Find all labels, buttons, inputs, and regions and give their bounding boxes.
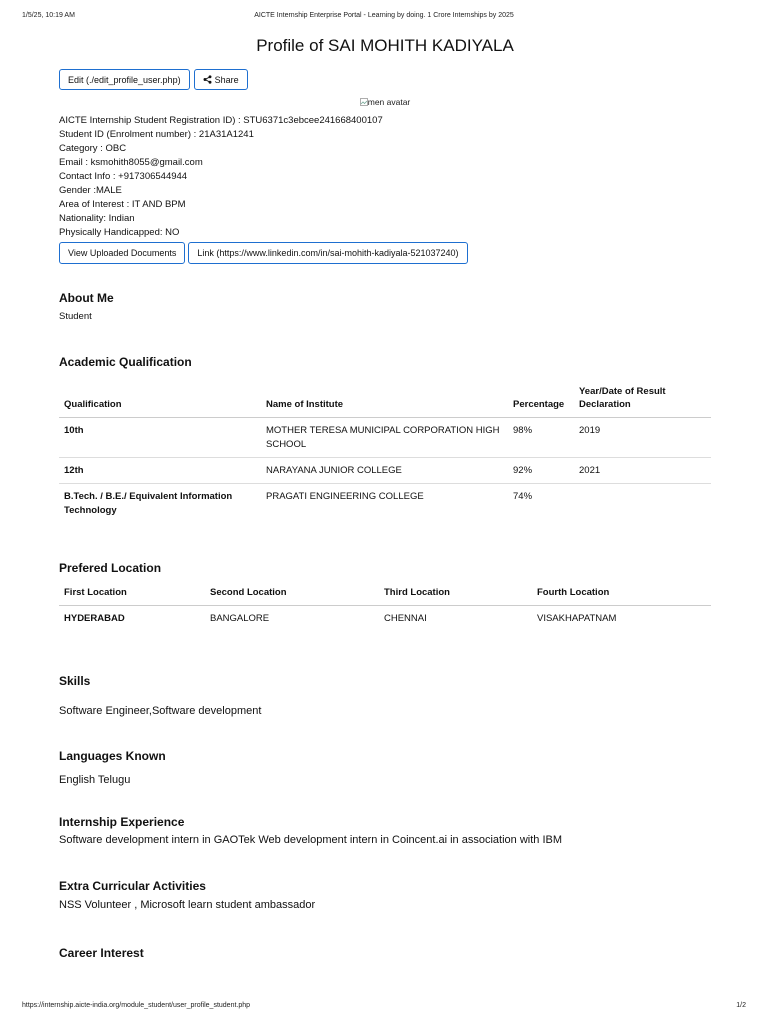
table-cell: 12th <box>59 458 261 484</box>
profile-actions <box>59 69 711 91</box>
column-header: Qualification <box>59 381 261 418</box>
table-cell: 2021 <box>574 458 711 484</box>
table-row <box>59 484 711 524</box>
physically-handicapped: Physically Handicapped: NO <box>59 227 180 238</box>
table-cell: CHENNAI <box>384 613 427 624</box>
nationality: Nationality: Indian <box>59 213 135 224</box>
table-cell: 10th <box>59 418 261 458</box>
column-header: Second Location <box>205 582 379 606</box>
table-cell: NARAYANA JUNIOR COLLEGE <box>261 458 508 484</box>
location-table <box>59 582 711 631</box>
table-row <box>59 606 711 632</box>
skills-text: Software Engineer,Software development <box>59 705 262 717</box>
table-row <box>59 458 711 484</box>
column-header: Percentage <box>508 381 574 418</box>
page-title: Profile of SAI MOHITH KADIYALA <box>256 36 514 55</box>
student-id: Student ID (Enrolment number) : 21A31A1241 <box>59 129 254 140</box>
print-url: https://internship.aicte-india.org/module_student/user_profile_student.php <box>22 1002 251 1009</box>
broken-image-icon <box>360 98 368 106</box>
academic-heading: Academic Qualification <box>59 355 192 369</box>
table-row <box>59 418 711 458</box>
avatar-alt-text: men avatar <box>367 97 411 107</box>
profile-info-list <box>59 114 711 240</box>
gender: Gender :MALE <box>59 185 122 196</box>
column-header: Year/Date of Result Declaration <box>574 381 711 418</box>
languages-heading: Languages Known <box>59 749 166 763</box>
column-header: First Location <box>59 582 205 606</box>
about-text: Student <box>59 311 92 322</box>
print-footer <box>22 1002 746 1014</box>
skills-heading: Skills <box>59 674 91 688</box>
contact-info: Contact Info : +917306544944 <box>59 171 188 182</box>
table-cell: 74% <box>513 491 533 502</box>
column-header: Fourth Location <box>532 582 711 606</box>
table-cell <box>574 484 711 524</box>
languages-text: English Telugu <box>59 774 131 786</box>
share-icon <box>203 75 212 84</box>
email: Email : ksmohith8055@gmail.com <box>59 157 203 168</box>
category: Category : OBC <box>59 143 127 154</box>
table-cell: 2019 <box>574 418 711 458</box>
about-heading: About Me <box>59 291 114 305</box>
table-cell: PRAGATI ENGINEERING COLLEGE <box>266 491 424 502</box>
extracurricular-heading: Extra Curricular Activities <box>59 879 206 893</box>
avatar <box>59 97 711 111</box>
table-header-row <box>59 381 711 418</box>
academic-table <box>59 381 711 523</box>
location-heading: Prefered Location <box>59 561 162 575</box>
table-cell: VISAKHAPATNAM <box>537 613 617 624</box>
table-cell: MOTHER TERESA MUNICIPAL CORPORATION HIGH SCHOOL <box>261 418 508 458</box>
print-page-title: AICTE Internship Enterprise Portal - Learning by doing. 1 Crore Internships by 2025 <box>254 12 514 19</box>
table-cell: BANGALORE <box>210 613 270 624</box>
table-cell: 92% <box>508 458 574 484</box>
table-cell: 98% <box>508 418 574 458</box>
edit-profile-button[interactable]: Edit (./edit_profile_user.php) <box>59 69 190 90</box>
table-header-row <box>59 582 711 606</box>
internship-text: Software development intern in GAOTek Web development intern in Coincent.ai in association with IBM <box>59 834 562 846</box>
internship-heading: Internship Experience <box>59 815 185 829</box>
area-of-interest: Area of Interest : IT AND BPM <box>59 199 186 210</box>
career-heading: Career Interest <box>59 946 144 960</box>
linkedin-link-button[interactable]: Link (https://www.linkedin.com/in/sai-mohith-kadiyala-521037240) <box>188 242 467 264</box>
share-button-label: Share <box>214 74 239 85</box>
document-actions <box>59 242 711 266</box>
print-datetime: 1/5/25, 10:19 AM <box>22 12 75 19</box>
registration-id: AICTE Internship Student Registration ID) : STU6371c3ebcee241668400107 <box>59 115 383 126</box>
extracurricular-text: NSS Volunteer , Microsoft learn student ambassador <box>59 899 316 911</box>
share-button[interactable] <box>194 69 248 90</box>
table-cell: B.Tech. / B.E./ Equivalent Information Technology <box>64 491 233 516</box>
view-documents-button[interactable]: View Uploaded Documents <box>59 242 185 264</box>
print-header <box>22 12 746 24</box>
print-page-number: 1/2 <box>736 1002 746 1009</box>
profile-content <box>59 34 711 961</box>
table-cell: HYDERABAD <box>64 613 125 624</box>
column-header: Name of Institute <box>261 381 508 418</box>
column-header: Third Location <box>379 582 532 606</box>
